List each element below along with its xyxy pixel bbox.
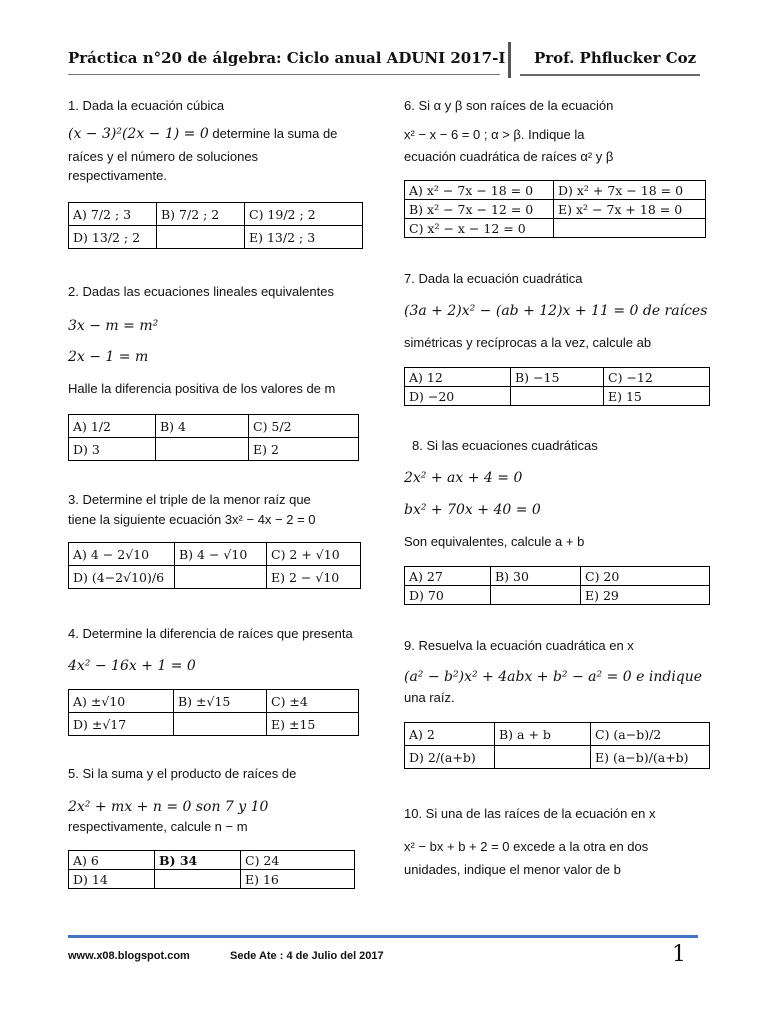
q8-equation-1: 2x² + ax + 4 = 0 bbox=[404, 470, 523, 486]
q10-line3: unidades, indique el menor valor de b bbox=[404, 862, 621, 877]
q3-option-a: A) 4 − 2√10 bbox=[69, 543, 175, 566]
q2-option-e: E) 2 bbox=[249, 438, 359, 461]
q3-option-c: C) 2 + √10 bbox=[267, 543, 361, 566]
q1-option-e: E) 13/2 ; 3 bbox=[245, 226, 363, 249]
table-row bbox=[69, 566, 361, 589]
q6-line2: x² − x − 6 = 0 ; α > β. Indique la bbox=[404, 127, 585, 142]
q9-option-e: E) (a−b)/(a+b) bbox=[591, 746, 710, 769]
q4-option-d: D) ±√17 bbox=[69, 713, 174, 736]
q1-options-table bbox=[68, 202, 363, 249]
header-rule bbox=[68, 74, 500, 75]
q4-equation: 4x² − 16x + 1 = 0 bbox=[68, 658, 196, 674]
q7-option-d: D) −20 bbox=[405, 387, 511, 406]
q8-options-table bbox=[404, 566, 710, 605]
table-row bbox=[69, 203, 363, 226]
q6-options-table bbox=[404, 180, 706, 238]
q1-option-a: A) 7/2 ; 3 bbox=[69, 203, 157, 226]
professor-underline bbox=[520, 74, 700, 76]
q1-equation: (x − 3)²(2x − 1) = 0 bbox=[68, 126, 209, 142]
q3-option-b: B) 4 − √10 bbox=[175, 543, 267, 566]
header-separator bbox=[508, 42, 511, 78]
table-row bbox=[405, 219, 706, 238]
q6-option-e: E) x² − 7x + 18 = 0 bbox=[554, 200, 706, 219]
table-row bbox=[69, 870, 355, 889]
q1-option-d: D) 13/2 ; 2 bbox=[69, 226, 157, 249]
q2-option-b: B) 4 bbox=[156, 415, 249, 438]
q2-question: Halle la diferencia positiva de los valores de m bbox=[68, 381, 336, 396]
q7-equation: (3a + 2)x² − (ab + 12)x + 11 = 0 de raíces bbox=[404, 303, 708, 319]
q9-option-empty bbox=[495, 746, 591, 769]
q8-question: Son equivalentes, calcule a + b bbox=[404, 534, 585, 549]
q2-options-table bbox=[68, 414, 359, 461]
q4-option-c: C) ±4 bbox=[267, 690, 359, 713]
table-row bbox=[405, 387, 710, 406]
q7-option-c: C) −12 bbox=[604, 368, 710, 387]
q6-option-b: B) x² − 7x − 12 = 0 bbox=[405, 200, 554, 219]
q1-option-b: B) 7/2 ; 2 bbox=[157, 203, 245, 226]
q1-equation-line bbox=[68, 123, 337, 145]
q8-option-e: E) 29 bbox=[581, 586, 710, 605]
q3-line2: tiene la siguiente ecuación 3x² − 4x − 2 = 0 bbox=[68, 512, 316, 527]
q5-options-table bbox=[68, 850, 355, 889]
table-row bbox=[69, 690, 359, 713]
q5-question: respectivamente, calcule n − m bbox=[68, 819, 248, 834]
q9-options-table bbox=[404, 722, 710, 769]
q5-heading: 5. Si la suma y el producto de raíces de bbox=[68, 766, 297, 781]
q6-option-a: A) x² − 7x − 18 = 0 bbox=[405, 181, 554, 200]
q5-option-c: C) 24 bbox=[241, 851, 355, 870]
q7-question: simétricas y recíprocas a la vez, calcule ab bbox=[404, 335, 652, 350]
q6-option-d: D) x² + 7x − 18 = 0 bbox=[554, 181, 706, 200]
table-row bbox=[69, 543, 361, 566]
q10-heading: 10. Si una de las raíces de la ecuación en x bbox=[404, 806, 656, 821]
table-row bbox=[69, 415, 359, 438]
q9-option-d: D) 2/(a+b) bbox=[405, 746, 495, 769]
q2-equation-1: 3x − m = m² bbox=[68, 318, 159, 334]
q7-option-a: A) 12 bbox=[405, 368, 511, 387]
q4-option-b: B) ±√15 bbox=[174, 690, 267, 713]
table-row bbox=[405, 181, 706, 200]
professor-name: Prof. Phflucker Coz bbox=[534, 49, 697, 67]
q5-option-empty bbox=[155, 870, 241, 889]
q6-line3: ecuación cuadrática de raíces α² y β bbox=[404, 149, 614, 164]
q5-equation: 2x² + mx + n = 0 son 7 y 10 bbox=[68, 799, 269, 815]
q7-options-table bbox=[404, 367, 710, 406]
page-title: Práctica n°20 de álgebra: Ciclo anual ADUNI 2017-I bbox=[68, 49, 506, 67]
q1-option-empty bbox=[157, 226, 245, 249]
table-row bbox=[405, 723, 710, 746]
q6-option-c: C) x² − x − 12 = 0 bbox=[405, 219, 554, 238]
table-row bbox=[69, 713, 359, 736]
table-row bbox=[405, 567, 710, 586]
table-row bbox=[405, 368, 710, 387]
table-row bbox=[69, 226, 363, 249]
q7-option-empty bbox=[511, 387, 604, 406]
q9-question: una raíz. bbox=[404, 690, 455, 705]
q6-heading: 6. Si α y β son raíces de la ecuación bbox=[404, 98, 614, 113]
table-row bbox=[69, 438, 359, 461]
q4-heading: 4. Determine la diferencia de raíces que presenta bbox=[68, 626, 353, 641]
q9-option-a: A) 2 bbox=[405, 723, 495, 746]
q2-option-a: A) 1/2 bbox=[69, 415, 156, 438]
q3-option-e: E) 2 − √10 bbox=[267, 566, 361, 589]
q9-heading: 9. Resuelva la ecuación cuadrática en x bbox=[404, 638, 634, 653]
q1-heading: 1. Dada la ecuación cúbica bbox=[68, 98, 225, 113]
q2-option-empty bbox=[156, 438, 249, 461]
q3-option-d: D) (4−2√10)/6 bbox=[69, 566, 175, 589]
q7-option-e: E) 15 bbox=[604, 387, 710, 406]
q5-option-d: D) 14 bbox=[69, 870, 155, 889]
table-row bbox=[405, 200, 706, 219]
table-row bbox=[69, 851, 355, 870]
q7-option-b: B) −15 bbox=[511, 368, 604, 387]
q9-option-b: B) a + b bbox=[495, 723, 591, 746]
q2-option-c: C) 5/2 bbox=[249, 415, 359, 438]
q8-option-b: B) 30 bbox=[491, 567, 581, 586]
q1-equation-tail: determine la suma de bbox=[208, 126, 338, 141]
q4-option-empty bbox=[174, 713, 267, 736]
q3-line1: 3. Determine el triple de la menor raíz que bbox=[68, 492, 311, 507]
table-row bbox=[405, 746, 710, 769]
q1-line3: respectivamente. bbox=[68, 168, 167, 183]
q9-equation: (a² − b²)x² + 4abx + b² − a² = 0 e indique bbox=[404, 669, 703, 685]
q8-option-a: A) 27 bbox=[405, 567, 491, 586]
q3-options-table bbox=[68, 542, 361, 589]
q2-heading: 2. Dadas las ecuaciones lineales equivalentes bbox=[68, 284, 334, 299]
q10-line2: x² − bx + b + 2 = 0 excede a la otra en dos bbox=[404, 839, 649, 854]
q7-heading: 7. Dada la ecuación cuadrática bbox=[404, 271, 583, 286]
q4-option-e: E) ±15 bbox=[267, 713, 359, 736]
q8-option-c: C) 20 bbox=[581, 567, 710, 586]
q8-equation-2: bx² + 70x + 40 = 0 bbox=[404, 502, 541, 518]
q1-line2: raíces y el número de soluciones bbox=[68, 149, 259, 164]
footer-website: www.x08.blogspot.com bbox=[68, 950, 190, 962]
q4-option-a: A) ±√10 bbox=[69, 690, 174, 713]
q5-option-b: B) 34 bbox=[155, 851, 241, 870]
footer-rule bbox=[68, 935, 698, 938]
q5-option-a: A) 6 bbox=[69, 851, 155, 870]
q5-option-e: E) 16 bbox=[241, 870, 355, 889]
table-row bbox=[405, 586, 710, 605]
q2-equation-2: 2x − 1 = m bbox=[68, 349, 149, 365]
q4-options-table bbox=[68, 689, 359, 736]
q3-option-empty bbox=[175, 566, 267, 589]
q8-heading: 8. Si las ecuaciones cuadráticas bbox=[412, 438, 598, 453]
q6-option-empty bbox=[554, 219, 706, 238]
q8-option-empty bbox=[491, 586, 581, 605]
q8-option-d: D) 70 bbox=[405, 586, 491, 605]
page-number: 1 bbox=[672, 942, 686, 967]
q9-option-c: C) (a−b)/2 bbox=[591, 723, 710, 746]
q2-option-d: D) 3 bbox=[69, 438, 156, 461]
footer-date: Sede Ate : 4 de Julio del 2017 bbox=[230, 950, 384, 962]
q1-option-c: C) 19/2 ; 2 bbox=[245, 203, 363, 226]
